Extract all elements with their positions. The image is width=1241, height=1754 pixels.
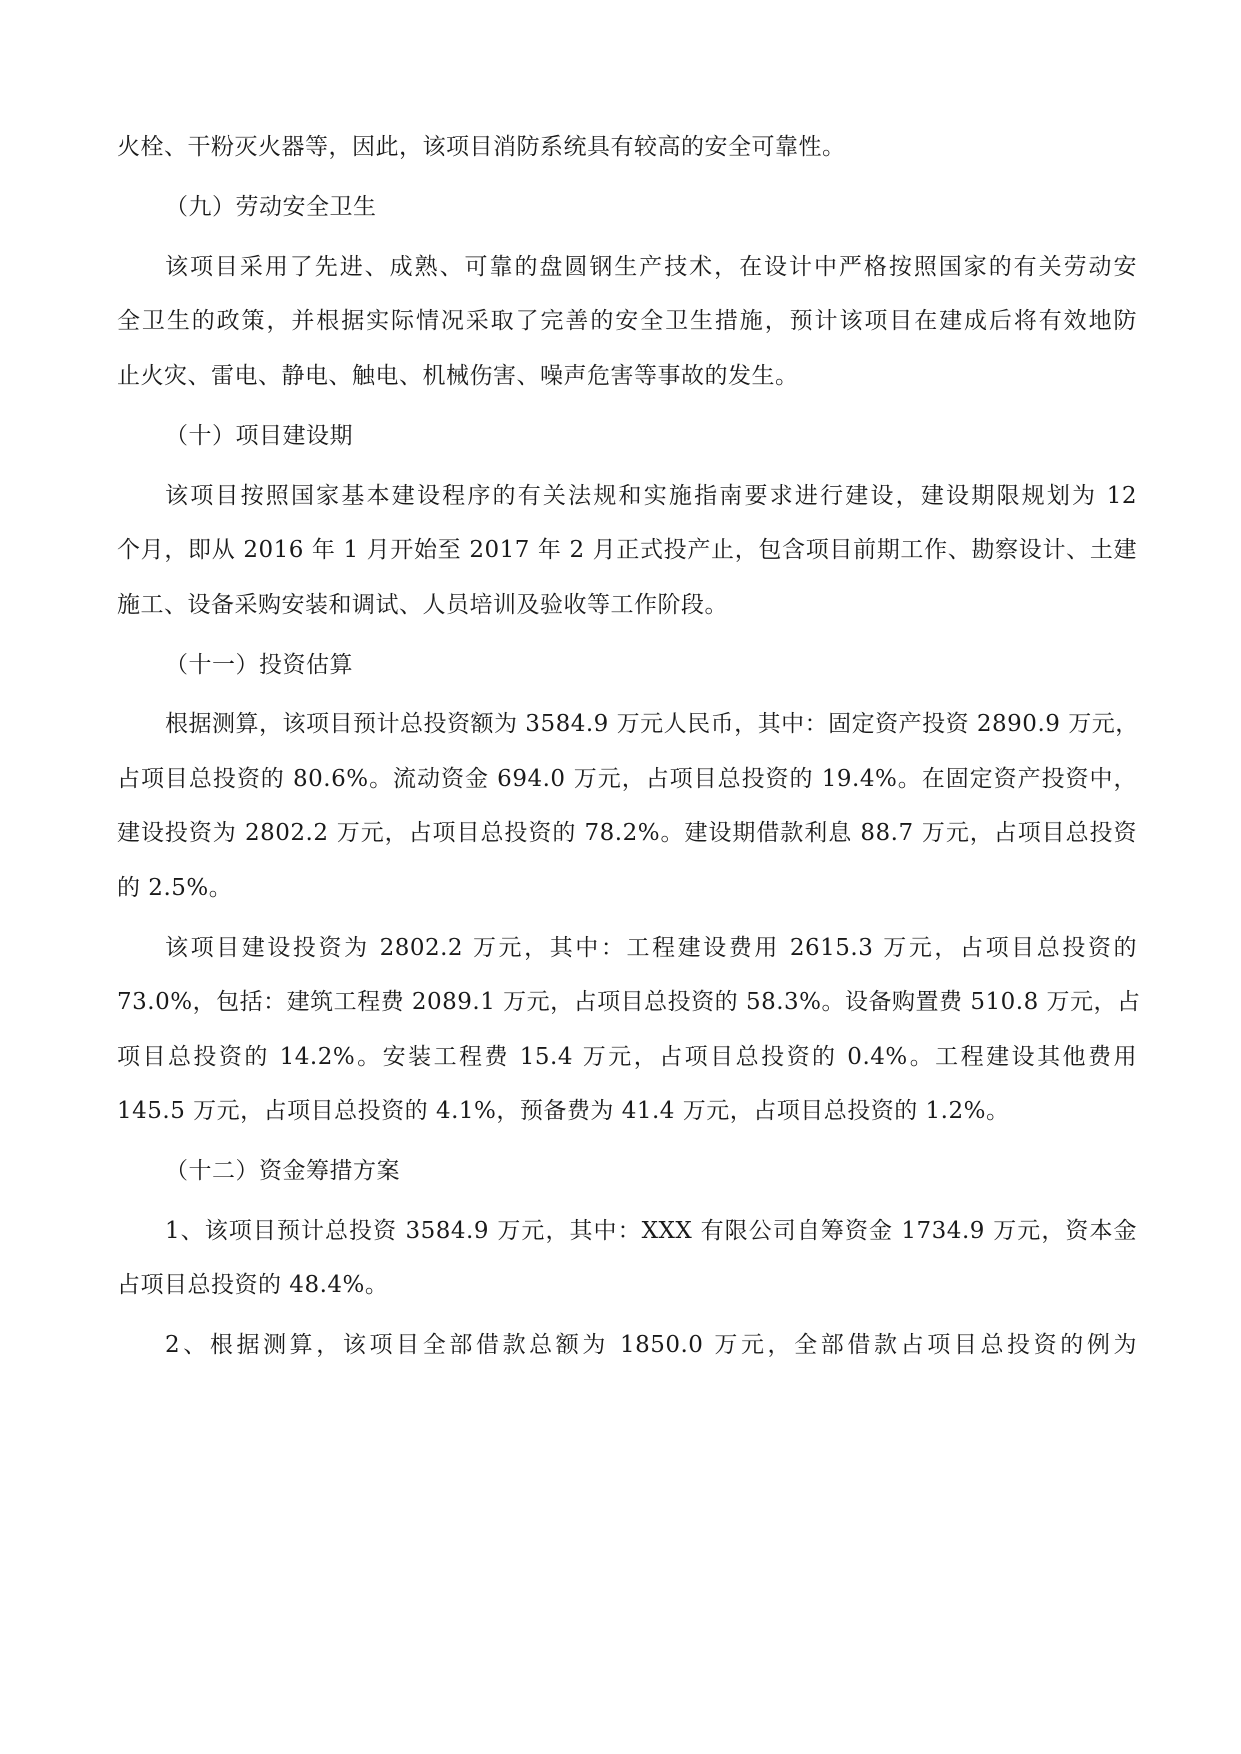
paragraph-line: 建设投资为 2802.2 万元，占项目总投资的 78.2%。建设期借款利息 88.7 万元，占项目总投资 (117, 820, 1137, 846)
paragraph-line: 73.0%，包括：建筑工程费 2089.1 万元，占项目总投资的 58.3%。设备购置费 510.8 万元，占 (117, 989, 1141, 1015)
paragraph-line: 的 2.5%。 (117, 875, 233, 901)
paragraph-line: 占项目总投资的 48.4%。 (117, 1272, 389, 1298)
paragraph-line: 占项目总投资的 80.6%。流动资金 694.0 万元，占项目总投资的 19.4%。在固定资产投资中， (117, 766, 1137, 792)
paragraph-line: 该项目按照国家基本建设程序的有关法规和实施指南要求进行建设，建设期限规划为 12 (165, 483, 1137, 509)
paragraph-line: 根据测算，该项目预计总投资额为 3584.9 万元人民币，其中：固定资产投资 2890.9 万元， (165, 711, 1139, 737)
paragraph-line: 全卫生的政策，并根据实际情况采取了完善的安全卫生措施，预计该项目在建成后将有效地防 (117, 308, 1137, 334)
section-heading: （十）项目建设期 (165, 423, 353, 449)
section-heading: （十一）投资估算 (165, 652, 353, 678)
paragraph-line: 1、该项目预计总投资 3584.9 万元，其中：XXX 有限公司自筹资金 1734.9 万元，资本金 (165, 1218, 1137, 1244)
paragraph-line: 该项目建设投资为 2802.2 万元，其中：工程建设费用 2615.3 万元，占项目总投资的 (165, 935, 1137, 961)
paragraph-line: 止火灾、雷电、静电、触电、机械伤害、噪声危害等事故的发生。 (117, 363, 799, 389)
paragraph-line: 145.5 万元，占项目总投资的 4.1%，预备费为 41.4 万元，占项目总投资的 1.2%。 (117, 1098, 1010, 1124)
paragraph-line: 项目总投资的 14.2%。安装工程费 15.4 万元，占项目总投资的 0.4%。工程建设其他费用 (117, 1044, 1137, 1070)
section-heading: （九）劳动安全卫生 (165, 194, 377, 220)
paragraph-line: 施工、设备采购安装和调试、人员培训及验收等工作阶段。 (117, 592, 728, 618)
paragraph-line: 该项目采用了先进、成熟、可靠的盘圆钢生产技术，在设计中严格按照国家的有关劳动安 (165, 254, 1137, 280)
paragraph-line: 火栓、干粉灭火器等，因此，该项目消防系统具有较高的安全可靠性。 (117, 134, 846, 160)
paragraph-line: 2、根据测算，该项目全部借款总额为 1850.0 万元，全部借款占项目总投资的例为 (165, 1332, 1137, 1358)
paragraph-line: 个月，即从 2016 年 1 月开始至 2017 年 2 月正式投产止，包含项目前期工作、勘察设计、土建 (117, 537, 1137, 563)
section-heading: （十二）资金筹措方案 (165, 1158, 400, 1184)
